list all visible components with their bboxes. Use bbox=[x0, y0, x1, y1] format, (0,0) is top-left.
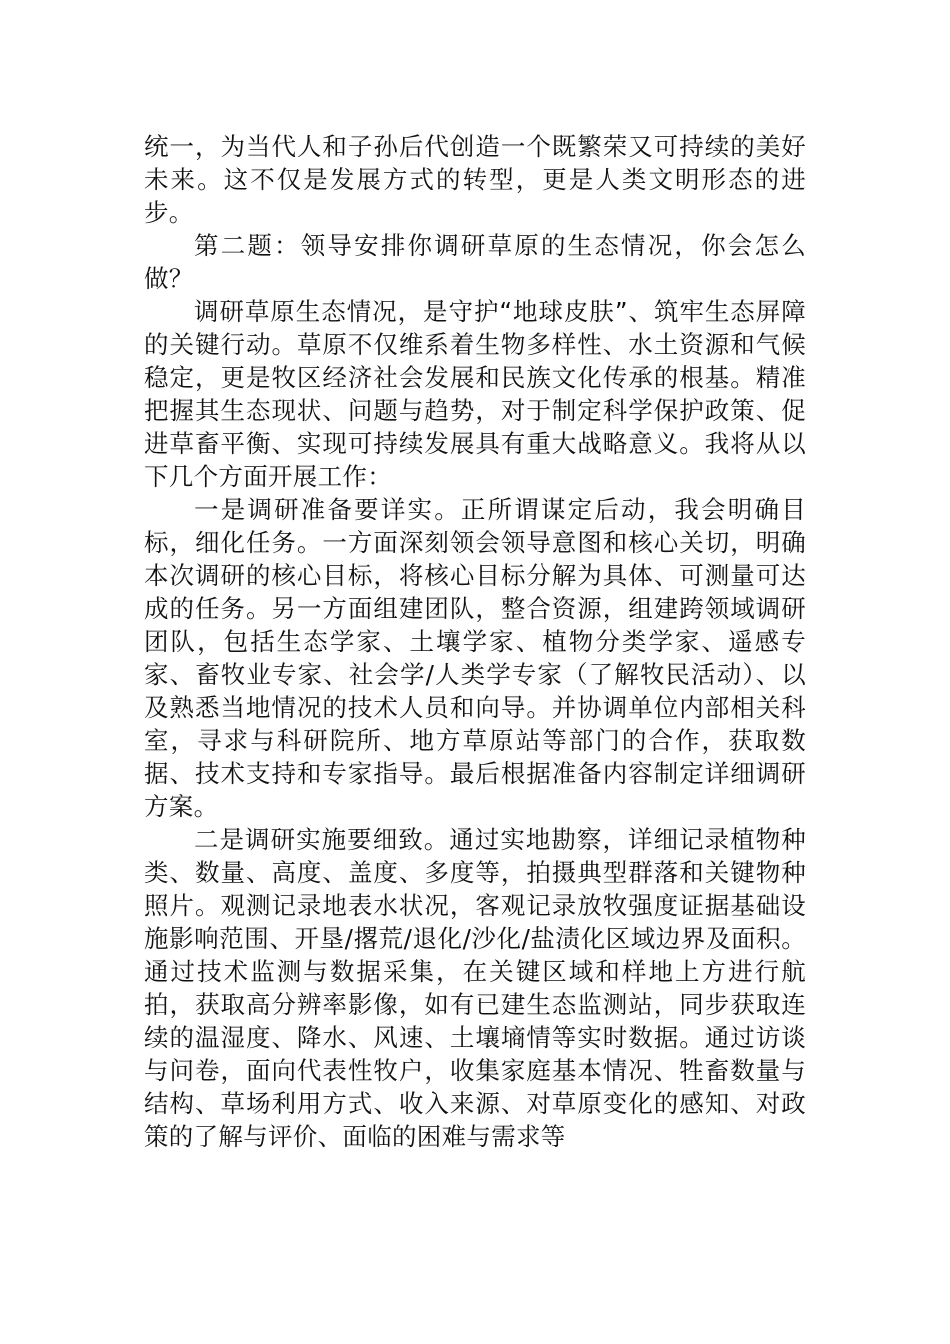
paragraph-question-two: 第二题：领导安排你调研草原的生态情况，你会怎么做？ bbox=[144, 231, 806, 293]
paragraph-point-one: 一是调研准备要详实。正所谓谋定后动，我会明确目标，细化任务。一方面深刻领会领导意图和核心关切，明确本次调研的核心目标，将核心目标分解为具体、可测量可达成的任务。另一方面组建团队，整合资源，组建跨领域调研团队，包括生态学家、土壤学家、植物分类学家、遥感专家、畜牧业专家、社会学/人类学专家（了解牧民活动）、以及熟悉当地情况的技术人员和向导。并协调单位内部相关科室，寻求与科研院所、地方草原站等部门的合作，获取数据、技术支持和专家指导。最后根据准备内容制定详细调研方案。 bbox=[144, 495, 806, 821]
paragraph-point-two: 二是调研实施要细致。通过实地勘察，详细记录植物种类、数量、高度、盖度、多度等，拍摄典型群落和关键物种照片。观测记录地表水状况，客观记录放牧强度证据基础设施影响范围、开垦/撂荒/退化/沙化/盐渍化区域边界及面积。通过技术监测与数据采集，在关键区域和样地上方进行航拍，获取高分辨率影像，如有已建生态监测站，同步获取连续的温湿度、降水、风速、土壤墒情等实时数据。通过访谈与问卷，面向代表性牧户，收集家庭基本情况、牲畜数量与结构、草场利用方式、收入来源、对草原变化的感知、对政策的了解与评价、面临的困难与需求等 bbox=[144, 825, 806, 1151]
paragraph-answer-intro: 调研草原生态情况，是守护“地球皮肤”、筑牢生态屏障的关键行动。草原不仅维系着生物多样性、水土资源和气候稳定，更是牧区经济社会发展和民族文化传承的根基。精准把握其生态现状、问题与趋势，对于制定科学保护政策、促进草畜平衡、实现可持续发展具有重大战略意义。我将从以下几个方面开展工作： bbox=[144, 297, 806, 491]
paragraph-intro-conclusion: 统一，为当代人和子孙后代创造一个既繁荣又可持续的美好未来。这不仅是发展方式的转型，更是人类文明形态的进步。 bbox=[144, 132, 806, 227]
document-body bbox=[144, 130, 806, 1153]
